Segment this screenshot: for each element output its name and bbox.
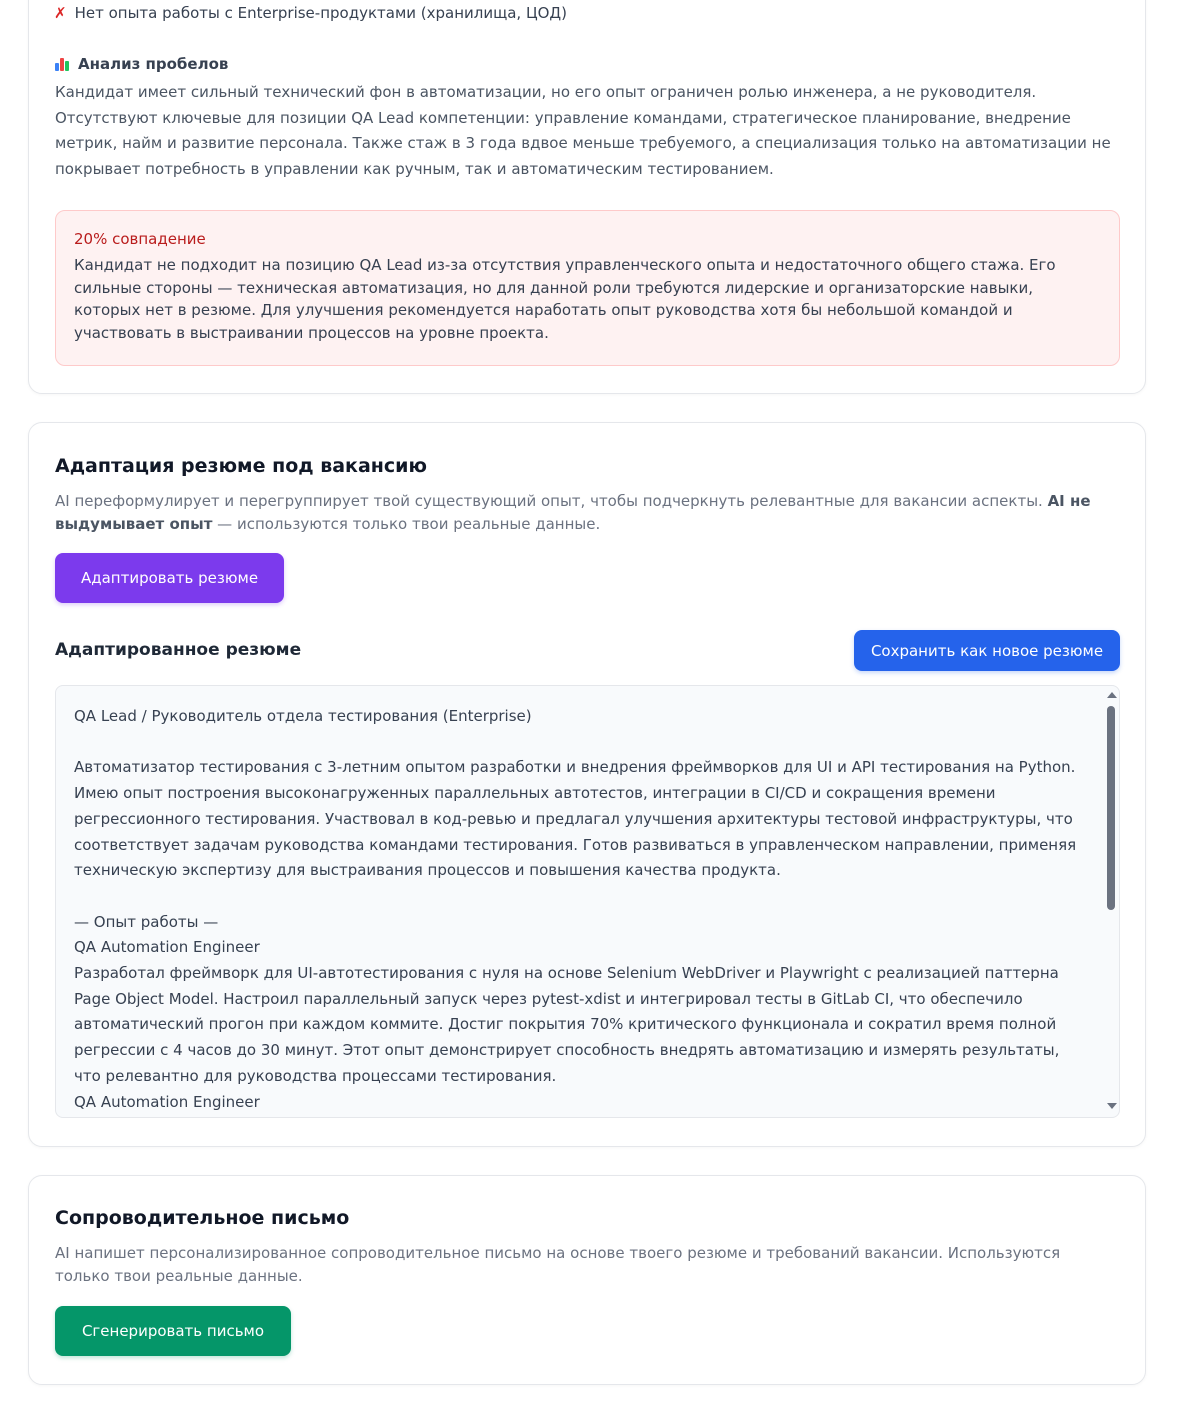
scroll-up-arrow-icon[interactable] [1107, 692, 1117, 698]
adapt-resume-button[interactable]: Адаптировать резюме [55, 553, 284, 603]
adapted-resume-textarea[interactable] [55, 685, 1120, 1118]
resume-scrollbar[interactable] [1103, 686, 1119, 1117]
bar-chart-icon [55, 57, 71, 71]
scroll-thumb[interactable] [1107, 706, 1115, 910]
match-score-title: 20% совпадение [74, 230, 206, 248]
resume-job-title: QA Automation Engineer [74, 1092, 260, 1111]
gap-analysis-heading [55, 55, 228, 73]
resume-summary: Автоматизатор тестирования с 3-летним опытом разработки и внедрения фреймворков для UI и API тестирования на Python. Имею опыт построения высоконагруженных параллельных автотестов, интеграции в CI/CD и сокращения времени регрессионного тестирования. Участвовал в код-ревью и предлагал улучшения архитектуры тестовой инфраструктуры, что соответствует задачам руководства командами тестирования. Готов развиваться в управленческом направлении, применяя техническую экспертизу для выстраивания процессов и повышения качества продукта. [74, 758, 1077, 880]
resume-job-description: Разработал фреймворк для UI-автотестирования с нуля на основе Selenium WebDriver и Playwright с реализацией паттерна Page Object Model. Настроил параллельный запуск через pytest-xdist и интегрировал тесты в GitLab CI, что обеспечило автоматический прогон при каждом коммите. Достиг покрытия 70% критического функционала и сократил время полной регрессии с 4 часов до 30 минут. Этот опыт демонстрирует способность внедрять автоматизацию и измерять результаты, что релевантно для руководства процессами тестирования. [74, 964, 1060, 1085]
match-score-panel [55, 210, 1120, 366]
generate-letter-button[interactable]: Сгенерировать письмо [55, 1306, 291, 1356]
adaptation-desc-part2: — используются только твои реальные данные. [212, 515, 601, 533]
scroll-down-arrow-icon[interactable] [1107, 1103, 1117, 1109]
adaptation-title: Адаптация резюме под вакансию [55, 455, 427, 477]
gap-analysis-title: Анализ пробелов [78, 55, 229, 73]
missing-skill-text: Нет опыта работы с Enterprise-продуктами (хранилища, ЦОД) [74, 4, 567, 22]
gap-analysis-text: Кандидат имеет сильный технический фон в автоматизации, но его опыт ограничен ролью инженера, а не руководителя. Отсутствуют ключевые для позиции QA Lead компетенции: управление командами, стратегическое планирование, внедрение метрик, найм и развитие персонала. Также стаж в 3 года вдвое меньше требуемого, а специализация только на автоматизации не покрывает потребность в управлении как ручным, так и автоматическим тестированием. [55, 83, 1111, 179]
adaptation-description [55, 490, 1105, 536]
adaptation-desc-bold: AI не выдумывает опыт [55, 492, 1091, 533]
cover-letter-description: AI напишет персонализированное сопроводительное письмо на основе твоего резюме и требований вакансии. Используются только твои реальные данные. [55, 1244, 1061, 1285]
cover-letter-title: Сопроводительное письмо [55, 1207, 350, 1229]
adapted-resume-title: Адаптированное резюме [55, 640, 302, 660]
save-as-new-resume-button[interactable]: Сохранить как новое резюме [854, 630, 1120, 671]
match-score-text: Кандидат не подходит на позицию QA Lead из-за отсутствия управленческого опыта и недостаточного общего стажа. Его сильные стороны — техническая автоматизация, но для данной роли требуются лидерские и организаторские навыки, которых нет в резюме. Для улучшения рекомендуется наработать опыт руководства хотя бы небольшой командой и участвовать в выстраивании процессов на уровне проекта. [74, 256, 1056, 342]
missing-skill-item [54, 4, 567, 22]
cross-icon: ✗ [54, 4, 67, 22]
adapted-resume-content [74, 704, 1089, 1115]
resume-experience-header: — Опыт работы — [74, 912, 219, 931]
resume-job-title: QA Automation Engineer [74, 938, 260, 957]
resume-headline: QA Lead / Руководитель отдела тестирования (Enterprise) [74, 707, 532, 725]
adaptation-desc-part1: AI переформулирует и перегруппирует твой существующий опыт, чтобы подчеркнуть релевантные для вакансии аспекты. [55, 492, 1048, 510]
